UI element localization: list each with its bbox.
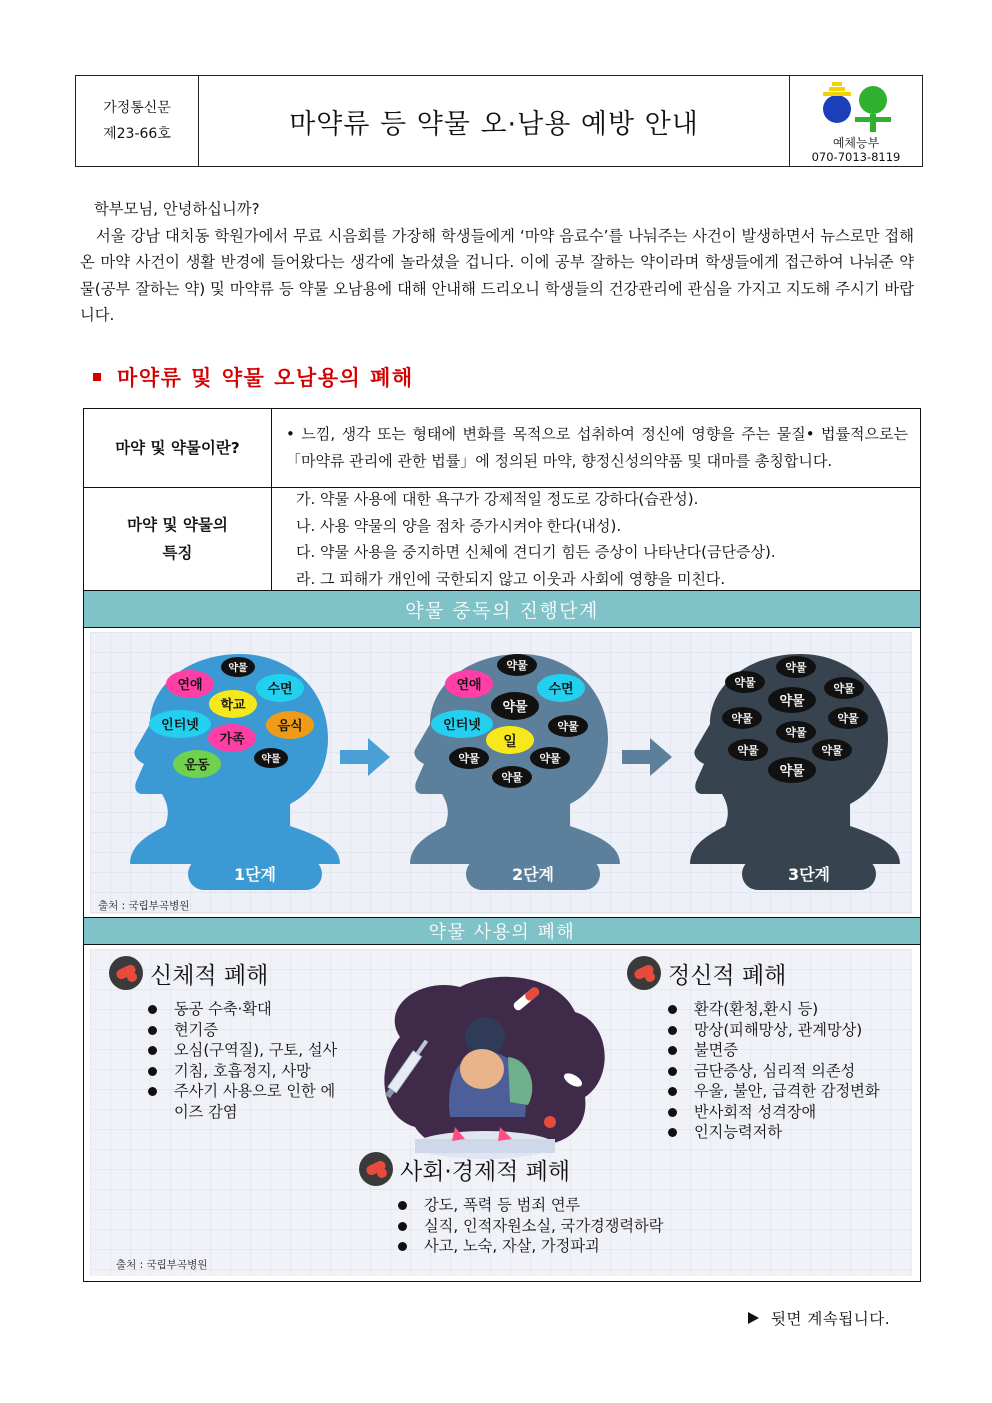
- list-item: 불면증: [666, 1040, 880, 1061]
- stage2-word-internet: 인터넷: [443, 718, 481, 733]
- stage2-word-drug: 약물: [502, 700, 528, 715]
- physical-harm-list: [146, 999, 346, 1122]
- stage1-word-internet: 인터넷: [161, 718, 199, 733]
- stage1-head: [130, 654, 340, 864]
- stage2-label: 2단계: [511, 865, 555, 884]
- physical-harm-title-text: 신체적 폐해: [150, 962, 269, 989]
- stage1-word-school: 학교: [220, 698, 246, 713]
- stages-illustration: [90, 632, 912, 914]
- list-item: 환각(환청,환시 등): [666, 999, 880, 1020]
- list-item: 금단증상, 심리적 의존성: [666, 1061, 880, 1082]
- arrow-right-icon: [340, 738, 390, 776]
- features-list: [272, 488, 920, 590]
- feature-item: 나. 사용 약물의 양을 점차 증가시켜야 한다(내성).: [296, 516, 622, 535]
- stage3-word-drug: 약물: [734, 676, 756, 689]
- stage2-word-drug: 약물: [458, 752, 480, 765]
- continued-note-text: 뒷면 계속됩니다.: [771, 1310, 891, 1328]
- list-item: 동공 수축·확대: [146, 999, 346, 1020]
- intro-text: [80, 196, 914, 329]
- list-item: 실직, 인적자원소실, 국가경쟁력하락: [396, 1216, 663, 1237]
- school-phone: 070-7013-8119: [811, 150, 901, 164]
- list-item: 강도, 폭력 등 범죄 연루: [396, 1195, 663, 1216]
- stage1-word-yeonae: 연애: [177, 678, 203, 693]
- doc-info: [76, 76, 199, 166]
- stage2-word-yeonae: 연애: [456, 678, 482, 693]
- stage3-word-drug: 약물: [833, 682, 855, 695]
- pill-icon: [626, 955, 662, 991]
- section-title-text: 마약류 및 약물 오남용의 폐해: [117, 366, 414, 390]
- info-table: [83, 408, 921, 1282]
- mental-harm-list: [666, 999, 880, 1143]
- stage3-label: 3단계: [787, 865, 831, 884]
- list-item: 오심(구역질), 구토, 설사: [146, 1040, 346, 1061]
- page-title: 마약류 등 약물 오·남용 예방 안내: [289, 108, 699, 140]
- list-item: 기침, 호흡정지, 사망: [146, 1061, 346, 1082]
- stage2-head: [410, 654, 620, 864]
- harms-source: 출처 : 국립부곡병원: [116, 1259, 208, 1271]
- section-title: [93, 362, 414, 392]
- stage2-word-sleep: 수면: [548, 682, 574, 697]
- stage1-word-drug: 약물: [261, 754, 281, 765]
- social-harm-title: [358, 1151, 570, 1187]
- pill-icon: [108, 955, 144, 991]
- header-box: [75, 75, 923, 167]
- stage1-word-drug: 약물: [228, 663, 248, 674]
- stage3-word-drug: 약물: [785, 661, 807, 674]
- stages-band: 약물 중독의 진행단계: [84, 591, 920, 628]
- features-label-line1: 마약 및 약물의: [127, 516, 228, 534]
- feature-item: 가. 약물 사용에 대한 욕구가 강제적일 정도로 강하다(습관성).: [296, 490, 699, 508]
- continued-note: [748, 1307, 890, 1329]
- stage3-word-drug: 약물: [785, 726, 807, 739]
- stage3-word-drug: 약물: [837, 712, 859, 725]
- stage3-word-drug: 약물: [731, 712, 753, 725]
- stage2-word-drug: 약물: [506, 659, 528, 672]
- sad-person-illustration: [360, 967, 620, 1167]
- square-bullet-icon: [93, 373, 101, 381]
- school-logo-icon: [818, 78, 894, 136]
- mental-harm-title-text: 정신적 폐해: [668, 962, 787, 989]
- stage1-word-food: 음식: [277, 719, 303, 734]
- list-item: 주사기 사용으로 인한 에이즈 감염: [146, 1081, 346, 1122]
- stage2-word-work: 일: [503, 734, 517, 750]
- social-harm-title-text: 사회·경제적 폐해: [400, 1158, 571, 1185]
- table-row-definition: [84, 409, 920, 488]
- harm-band: 약물 사용의 폐해: [84, 917, 920, 945]
- stage2-word-drug: 약물: [539, 752, 561, 765]
- greeting: 학부모님, 안녕하십니까?: [94, 200, 260, 218]
- stage3-word-drug: 약물: [821, 744, 843, 757]
- definition-text: • 느낌, 생각 또는 형태에 변화를 목적으로 섭취하여 정신에 영향을 주는 물질• 법률적으로는 「마약류 관리에 관한 법률」에 정의된 마약, 향정신성의약품 및 대마를 총칭합니다.: [286, 425, 908, 470]
- stages-svg: [90, 632, 912, 914]
- school-logo-block: [789, 76, 922, 166]
- harms-illustration: [90, 949, 912, 1276]
- stages-source: 출처 : 국립부곡병원: [98, 900, 190, 912]
- triangle-right-icon: [748, 1312, 759, 1324]
- social-harm-list: [396, 1195, 663, 1257]
- pill-icon: [358, 1151, 394, 1187]
- stage3-word-drug: 약물: [779, 694, 805, 709]
- stage1-word-exercise: 운동: [184, 758, 210, 773]
- school-name: 예체능부: [832, 136, 880, 150]
- list-item: 인지능력저하: [666, 1122, 880, 1143]
- mental-harm-title: [626, 955, 786, 991]
- stage1-word-sleep: 수면: [267, 682, 293, 697]
- stage2-word-drug: 약물: [501, 771, 523, 784]
- list-item: 반사회적 성격장애: [666, 1102, 880, 1123]
- stage-labels: [188, 858, 876, 890]
- features-label-line2: 특징: [162, 544, 193, 562]
- stage1-word-family: 가족: [219, 732, 245, 747]
- list-item: 망상(피해망상, 관계망상): [666, 1020, 880, 1041]
- features-label: [84, 488, 272, 590]
- arrow-right-icon: [622, 738, 672, 776]
- doc-number: 제23-66호: [103, 126, 171, 142]
- list-item: 현기증: [146, 1020, 346, 1041]
- physical-harm-title: [108, 955, 268, 991]
- feature-item: 다. 약물 사용을 중지하면 신체에 견디기 힘든 증상이 나타난다(금단증상).: [296, 543, 776, 561]
- stage2-word-drug: 약물: [557, 720, 579, 733]
- list-item: 사고, 노숙, 자살, 가정파괴: [396, 1236, 663, 1257]
- stage1-label: 1단계: [233, 865, 277, 884]
- feature-item: 라. 그 피해가 개인에 국한되지 않고 이웃과 사회에 영향을 미친다.: [296, 569, 726, 588]
- list-item: 우울, 불안, 급격한 감정변화: [666, 1081, 880, 1102]
- definition-label: 마약 및 약물이란?: [84, 409, 272, 487]
- doc-type: 가정통신문: [103, 100, 171, 116]
- table-row-features: [84, 488, 920, 591]
- stage3-word-drug: 약물: [737, 744, 759, 757]
- stage3-word-drug: 약물: [779, 764, 805, 779]
- intro-body: 서울 강남 대치동 학원가에서 무료 시음회를 가장해 학생들에게 ‘마약 음료수’를 나눠주는 사건이 발생하면서 뉴스로만 접해온 마약 사건이 생활 반경에 들어왔다는 생각에 놀라셨을 겁니다. 이에 공부 잘하는 약이라며 학생들에게 접근하여 나눠준 약물(공부 잘하는 약) 및 마약류 등 약물 오남용에 대해 안내해 드리오니 학생들의 건강관리에 관심을 가지고 지도해 주시기 바랍니다.: [80, 226, 914, 324]
